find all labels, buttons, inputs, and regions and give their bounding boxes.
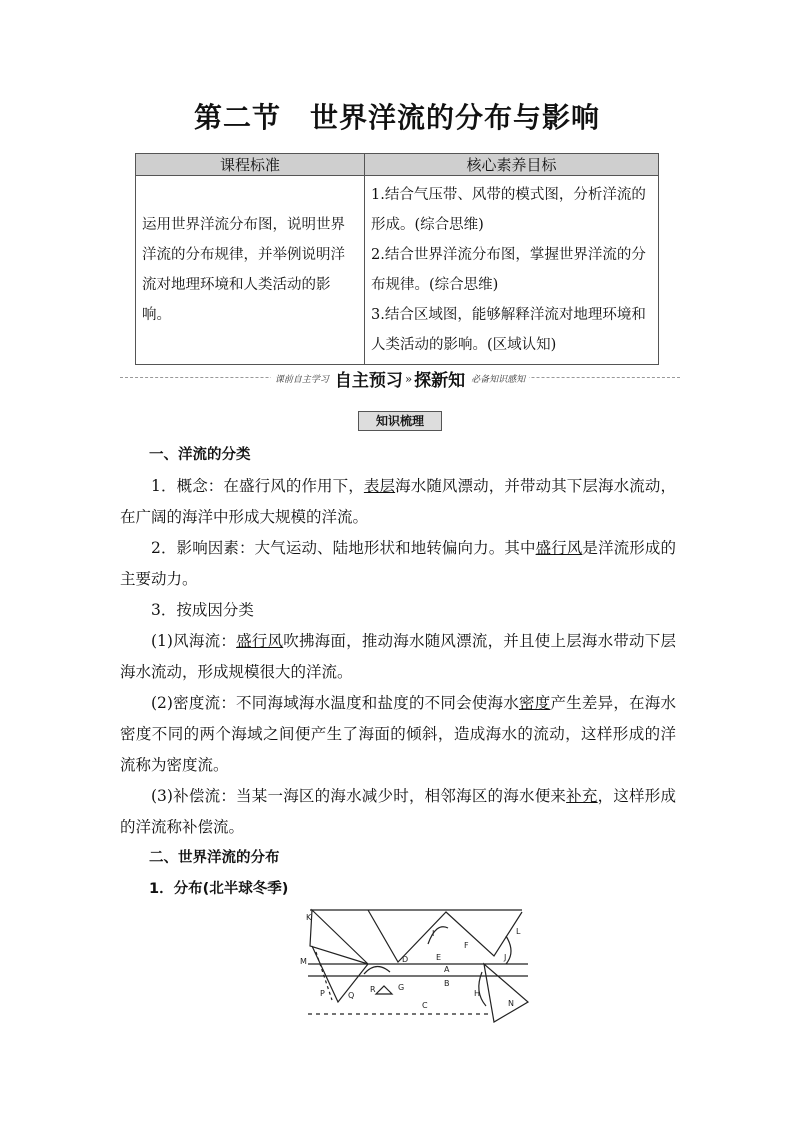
section-heading: 一、洋流的分类 bbox=[149, 447, 251, 463]
map-label: M bbox=[300, 957, 307, 966]
standard-cell: 运用世界洋流分布图，说明世界洋流的分布规律，并举例说明洋流对地理环境和人类活动的影响。 bbox=[136, 176, 365, 365]
map-label: E bbox=[436, 953, 442, 962]
paragraph: 2．影响因素：大气运动、陆地形状和地转偏向力。其中盛行风是洋流形成的主要动力。 bbox=[120, 539, 676, 588]
map-label: I bbox=[432, 929, 435, 938]
curriculum-table bbox=[135, 153, 659, 365]
map-label: N bbox=[508, 999, 514, 1008]
map-label: B bbox=[444, 979, 450, 988]
main-content bbox=[120, 440, 676, 905]
underlined-term: 补充 bbox=[566, 787, 598, 805]
underlined-term: 盛行风 bbox=[236, 632, 284, 650]
map-label: F bbox=[464, 941, 469, 950]
goal-item: 1.结合气压带、风带的模式图，分析洋流的形成。(综合思维) bbox=[371, 187, 646, 233]
table-header-goals: 核心素养目标 bbox=[365, 154, 659, 176]
section-heading: 二、世界洋流的分布 bbox=[149, 850, 280, 866]
goals-cell bbox=[365, 176, 659, 365]
underlined-term: 表层 bbox=[363, 477, 396, 495]
map-label: Q bbox=[348, 991, 355, 1000]
knowledge-tag: 知识梳理 bbox=[358, 411, 442, 431]
underlined-term: 密度 bbox=[519, 694, 551, 712]
map-label: A bbox=[444, 965, 450, 974]
map-label: J bbox=[504, 953, 507, 962]
map-label: C bbox=[422, 1001, 428, 1010]
map-label: K bbox=[306, 913, 312, 922]
paragraph: 3．按成因分类 bbox=[151, 601, 254, 619]
map-label: G bbox=[398, 983, 405, 992]
map-label: P bbox=[320, 989, 325, 998]
banner-main-2: 探新知 bbox=[414, 371, 466, 391]
map-label: L bbox=[516, 927, 521, 936]
ocean-current-diagram bbox=[298, 906, 538, 1026]
underlined-term: 盛行风 bbox=[535, 539, 583, 557]
goal-item: 3.结合区域图，能够解释洋流对地理环境和人类活动的影响。(区域认知) bbox=[371, 307, 646, 353]
section-banner bbox=[120, 366, 680, 391]
subheading: 1．分布(北半球冬季) bbox=[149, 881, 289, 897]
goal-item: 2.结合世界洋流分布图，掌握世界洋流的分布规律。(综合思维) bbox=[371, 247, 646, 293]
paragraph: (1)风海流：盛行风吹拂海面，推动海水随风漂流，并且使上层海水带动下层海水流动，形成规模很大的洋流。 bbox=[120, 632, 676, 681]
table-header-standard: 课程标准 bbox=[136, 154, 365, 176]
double-chevron-icon: » bbox=[404, 371, 413, 386]
banner-main-1: 自主预习 bbox=[334, 371, 403, 391]
banner-left-text: 课前自主学习 bbox=[271, 375, 333, 385]
map-label: H bbox=[474, 989, 481, 998]
map-label: D bbox=[402, 955, 409, 964]
paragraph: 1．概念：在盛行风的作用下，表层海水随风漂动，并带动其下层海水流动，在广阔的海洋中形成大规模的洋流。 bbox=[120, 477, 676, 526]
paragraph: (3)补偿流：当某一海区的海水减少时，相邻海区的海水便来补充，这样形成的洋流称补偿流。 bbox=[120, 787, 676, 836]
paragraph: (2)密度流：不同海域海水温度和盐度的不同会使海水密度产生差异，在海水密度不同的两个海域之间便产生了海面的倾斜，造成海水的流动，这样形成的洋流称为密度流。 bbox=[120, 694, 676, 774]
map-label: R bbox=[370, 985, 376, 994]
page-title: 第二节 世界洋流的分布与影响 bbox=[193, 101, 600, 134]
gyre-outline bbox=[310, 910, 368, 964]
banner-right-text: 必备知识感知 bbox=[467, 375, 529, 385]
